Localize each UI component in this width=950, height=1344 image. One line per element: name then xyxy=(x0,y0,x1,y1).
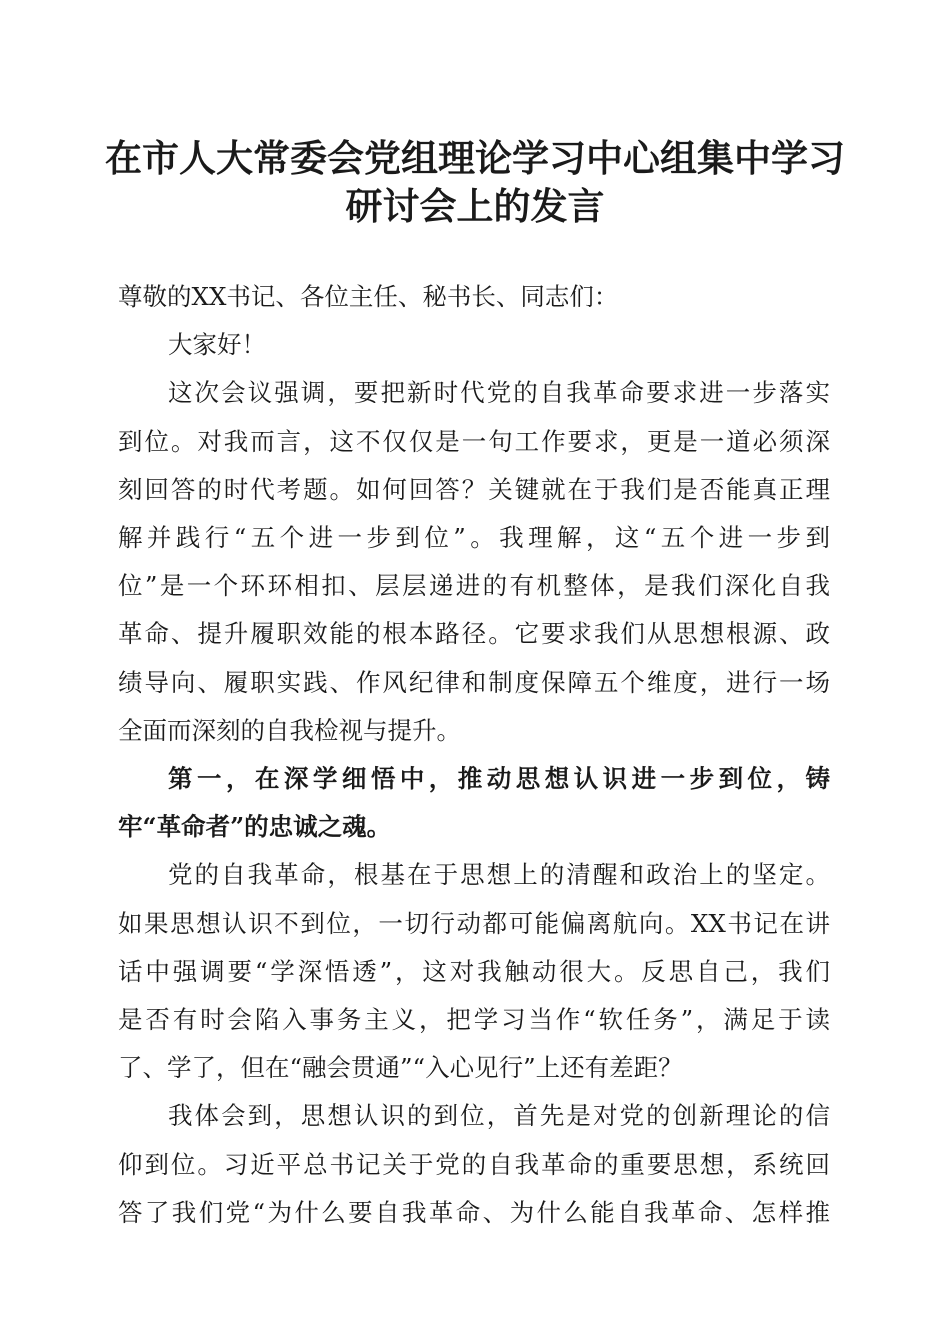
body-text-line: 刻回答的时代考题。如何回答？关键就在于我们是否能真正理 xyxy=(118,474,830,504)
body-text-line: 解并践行“五个进一步到位”。我理解，这“五个进一步到 xyxy=(118,523,830,552)
document-title-line-2: 研讨会上的发言 xyxy=(345,184,605,228)
body-text-line: 尊敬的XX书记、各位主任、秘书长、同志们： xyxy=(118,282,619,311)
body-text-line: 位”是一个环环相扣、层层递进的有机整体，是我们深化自我 xyxy=(118,571,830,601)
body-text-line: 党的自我革命，根基在于思想上的清醒和政治上的坚定。 xyxy=(168,860,830,890)
body-text-line: 绩导向、履职实践、作风纪律和制度保障五个维度，进行一场 xyxy=(118,667,830,697)
section-heading-line: 第一，在深学细悟中，推动思想认识进一步到位，铸 xyxy=(168,764,830,793)
body-text-line: 到位。对我而言，这不仅仅是一句工作要求，更是一道必须深 xyxy=(118,426,830,456)
body-text-line: 了、学了，但在“融会贯通”“入心见行”上还有差距？ xyxy=(118,1053,683,1083)
body-text-line: 仰到位。习近平总书记关于党的自我革命的重要思想，系统回 xyxy=(118,1149,830,1179)
body-text-line: 我体会到，思想认识的到位，首先是对党的创新理论的信 xyxy=(168,1101,830,1131)
section-heading-line: 牢“革命者”的忠诚之魂。 xyxy=(118,812,392,842)
body-text-line: 话中强调要“学深悟透”，这对我触动很大。反思自己，我们 xyxy=(118,956,830,986)
body-text-line: 是否有时会陷入事务主义，把学习当作“软任务”，满足于读 xyxy=(118,1005,830,1034)
body-text-line: 这次会议强调，要把新时代党的自我革命要求进一步落实 xyxy=(168,378,830,408)
document-title-line-1: 在市人大常委会党组理论学习中心组集中学习 xyxy=(105,136,845,180)
body-text-line: 大家好！ xyxy=(168,330,266,360)
body-text-line: 革命、提升履职效能的根本路径。它要求我们从思想根源、政 xyxy=(118,619,830,649)
body-text-line: 如果思想认识不到位，一切行动都可能偏离航向。XX书记在讲 xyxy=(118,908,830,938)
body-text-line: 全面而深刻的自我检视与提升。 xyxy=(118,715,461,745)
body-text-line: 答了我们党“为什么要自我革命、为什么能自我革命、怎样推 xyxy=(118,1197,830,1227)
